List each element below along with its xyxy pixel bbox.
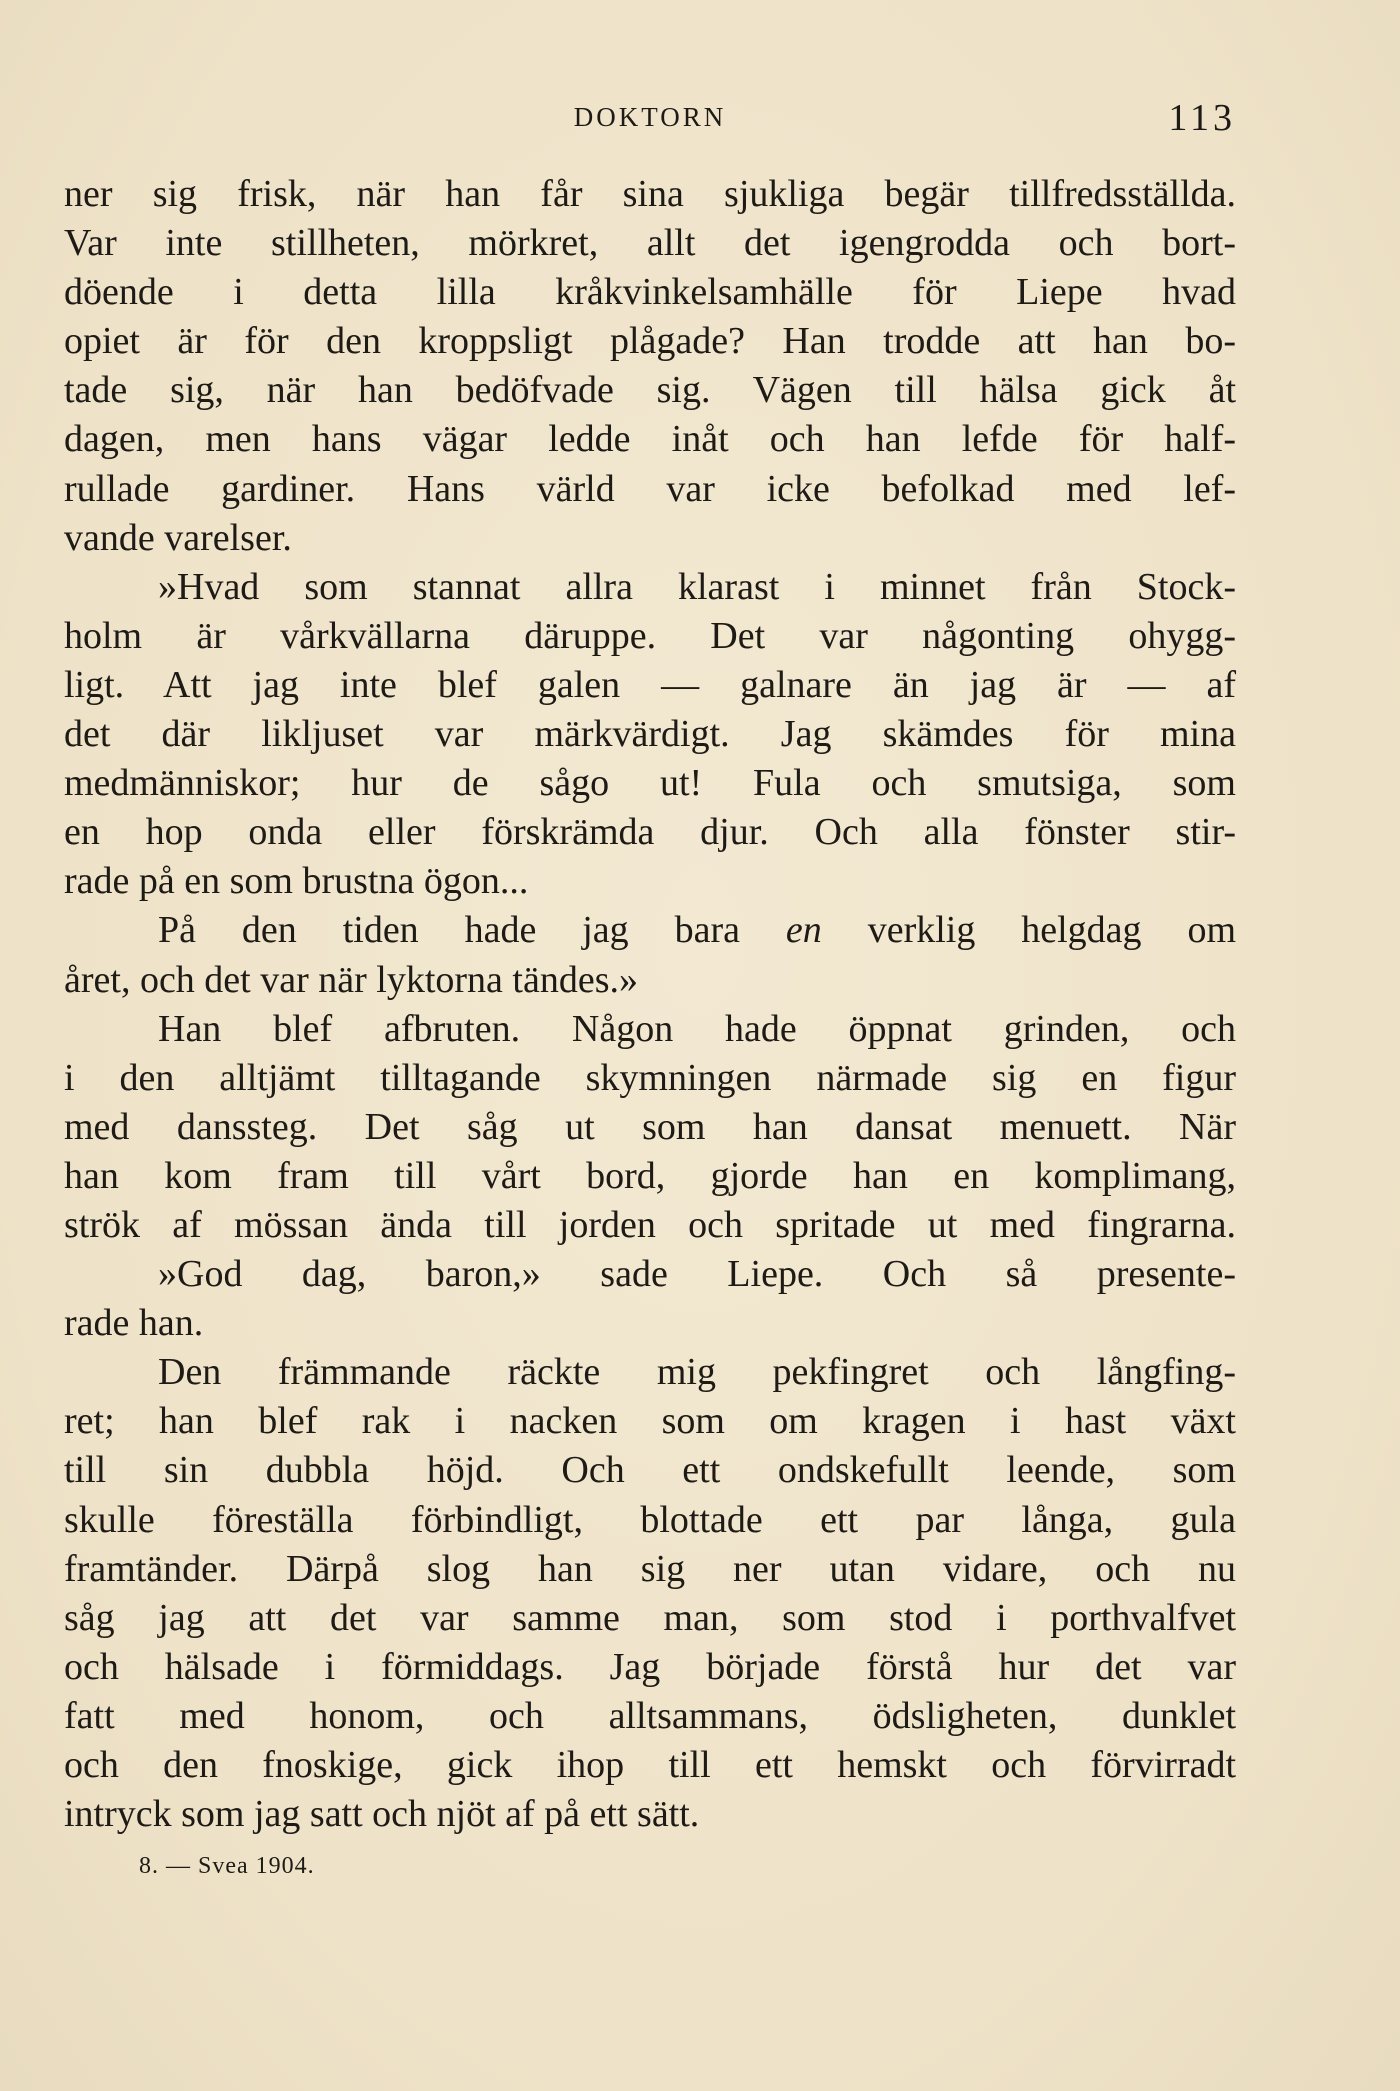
- text-line: fatt med honom, och alltsammans, ödsligheten, dunklet: [64, 1694, 1236, 1737]
- text-line: medmänniskor; hur de sågo ut! Fula och smutsiga, som: [64, 762, 1236, 805]
- text-line: Den främmande räckte mig pekfingret och långfing-: [158, 1351, 1236, 1394]
- text-line: ret; han blef rak i nacken som om kragen i hast växt: [64, 1400, 1236, 1443]
- page-number: 113: [1168, 97, 1236, 139]
- text-line: ner sig frisk, när han får sina sjukliga begär tillfredsställda.: [64, 173, 1236, 215]
- text-line: med danssteg. Det såg ut som han dansat menuett. När: [64, 1105, 1236, 1148]
- text-line: Han blef afbruten. Någon hade öppnat grinden, och: [158, 1007, 1236, 1050]
- text-segment: På den tiden hade jag bara: [158, 909, 740, 952]
- running-head: [64, 96, 1236, 140]
- text-line: rullade gardiner. Hans värld var icke befolkad med lef-: [64, 467, 1236, 510]
- text-line: holm är vårkvällarna däruppe. Det var någonting ohygg-: [64, 614, 1236, 657]
- text-line: »Hvad som stannat allra klarast i minnet från Stock-: [158, 565, 1236, 608]
- text-line: döende i detta lilla kråkvinkelsamhälle för Liepe hvad: [64, 271, 1236, 314]
- emphasized-word: en: [785, 909, 822, 952]
- text-line: såg jag att det var samme man, som stod i porthvalfvet: [64, 1596, 1236, 1639]
- text-line: en hop onda eller förskrämda djur. Och alla fönster stir-: [64, 811, 1236, 854]
- printer-signature: 8. — Svea 1904.: [139, 1853, 315, 1879]
- text-line: det där likljuset var märkvärdigt. Jag skämdes för mina: [64, 713, 1236, 756]
- text-line: rade på en som brustna ögon...: [64, 860, 529, 903]
- body-text: [64, 170, 1236, 1839]
- text-line: »God dag, baron,» sade Liepe. Och så presente-: [158, 1253, 1236, 1296]
- text-line: [64, 906, 1236, 955]
- text-segment: verklig helgdag om: [867, 909, 1237, 952]
- text-line: skulle föreställa förbindligt, blottade ett par långa, gula: [64, 1498, 1236, 1541]
- text-line: strök af mössan ända till jorden och spritade ut med fingrarna.: [64, 1203, 1236, 1246]
- text-line: året, och det var när lyktorna tändes.»: [64, 958, 638, 1001]
- text-line: intryck som jag satt och njöt af på ett sätt.: [64, 1793, 700, 1836]
- text-line: han kom fram till vårt bord, gjorde han en komplimang,: [64, 1154, 1236, 1197]
- text-line: och den fnoskige, gick ihop till ett hemskt och förvirradt: [64, 1744, 1236, 1786]
- text-line: opiet är för den kroppsligt plågade? Han trodde att han bo-: [64, 320, 1236, 363]
- text-line: och hälsade i förmiddags. Jag började förstå hur det var: [64, 1645, 1236, 1688]
- running-title: DOKTORN: [573, 102, 727, 132]
- text-line: vande varelser.: [64, 516, 292, 559]
- text-line: tade sig, när han bedöfvade sig. Vägen till hälsa gick åt: [64, 369, 1236, 412]
- text-line: i den alltjämt tilltagande skymningen närmade sig en figur: [64, 1056, 1236, 1099]
- text-line: ligt. Att jag inte blef galen — galnare än jag är — af: [64, 663, 1236, 706]
- text-line: Var inte stillheten, mörkret, allt det igengrodda och bort-: [64, 222, 1236, 265]
- text-line: rade han.: [64, 1302, 204, 1345]
- text-line: till sin dubbla höjd. Och ett ondskefullt leende, som: [64, 1449, 1236, 1492]
- text-line: framtänder. Därpå slog han sig ner utan vidare, och nu: [64, 1547, 1236, 1590]
- text-line: dagen, men hans vägar ledde inåt och han lefde för half-: [64, 418, 1236, 461]
